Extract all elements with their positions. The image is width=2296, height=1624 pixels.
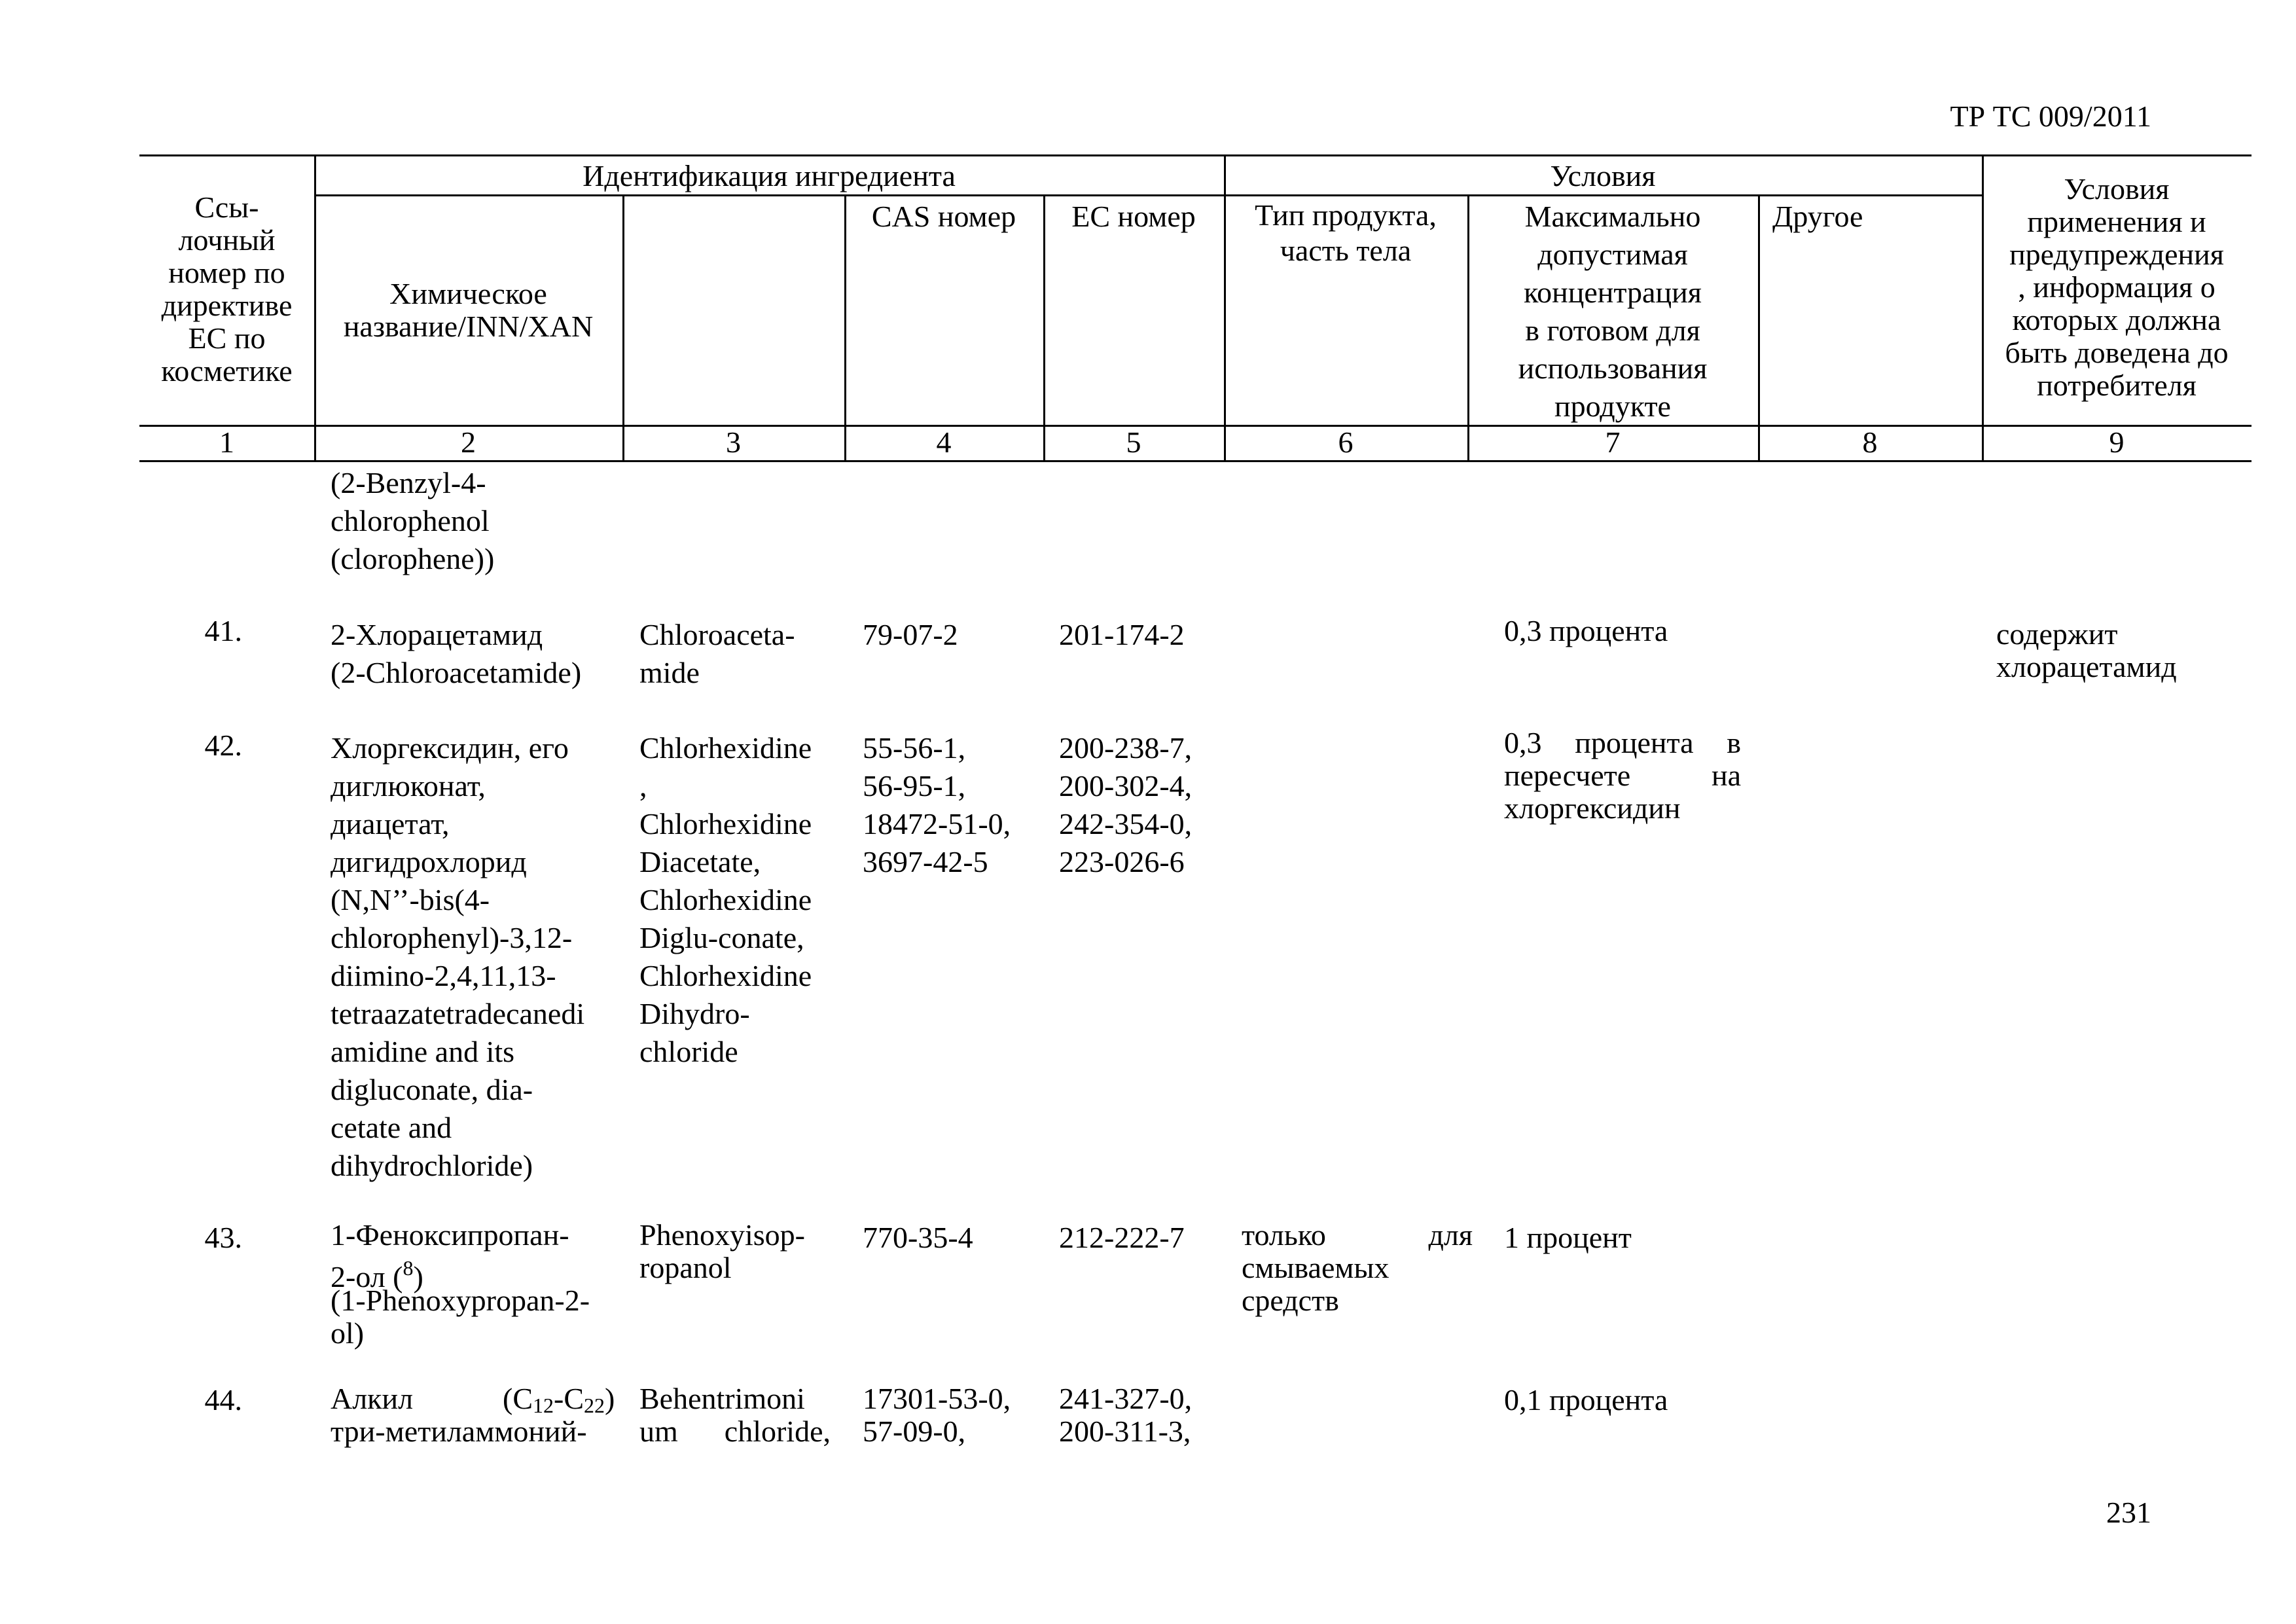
header-group-identification: Идентификация ингредиента	[583, 159, 956, 192]
reference-number: 43.	[204, 1221, 242, 1254]
max-concentration: 0,3 процента	[1504, 614, 1668, 647]
page-number: 231	[2106, 1496, 2151, 1529]
max-concentration: 0,1 процента	[1504, 1383, 1668, 1416]
max-concentration: 1 процент	[1504, 1221, 1632, 1254]
header-col8: Другое	[1772, 200, 1863, 233]
ec-number: 201-174-2	[1059, 618, 1185, 651]
header-col5: EC номер	[1071, 200, 1196, 233]
header-col4: CAS номер	[871, 200, 1016, 233]
reference-number: 42.	[204, 729, 242, 762]
ec-number: 212-222-7	[1059, 1221, 1185, 1254]
cas-number: 79-07-2	[863, 618, 958, 651]
header-group-conditions: Условия	[1550, 159, 1656, 192]
reference-number: 41.	[204, 614, 242, 647]
cas-number: 770-35-4	[863, 1221, 973, 1254]
reference-number: 44.	[204, 1383, 242, 1416]
document-code: ТР ТС 009/2011	[1950, 99, 2151, 133]
